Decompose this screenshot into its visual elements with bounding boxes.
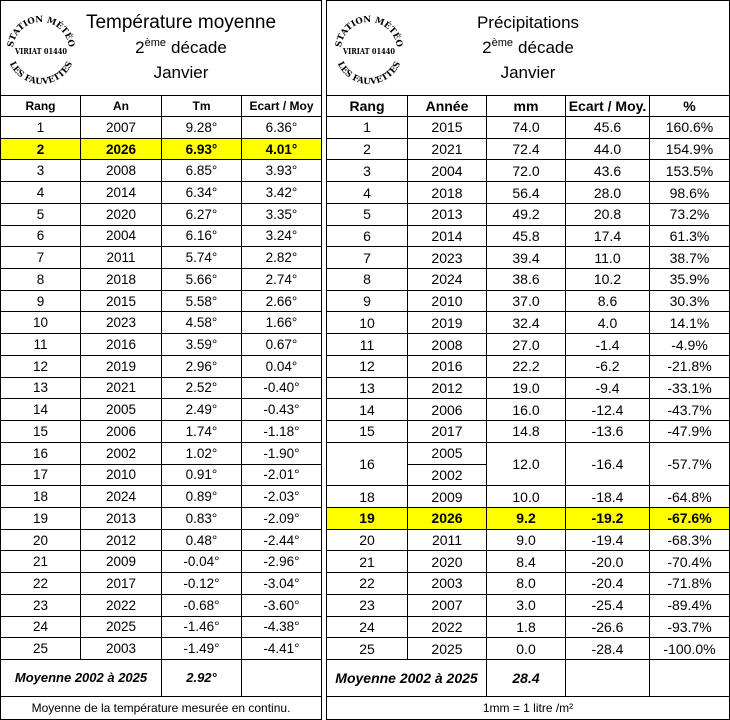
deviation-cell: 2.74° [242,269,322,291]
rank-cell: 4 [1,182,81,204]
deviation-cell: -4.41° [242,638,322,660]
deviation-cell: 20.8 [566,204,650,226]
percent-cell: -33.1% [650,378,730,400]
deviation-cell: -26.6 [566,617,650,639]
year-cell: 2019 [81,356,162,378]
rank-cell: 2 [327,139,408,161]
empty-cell [650,660,730,697]
rank-cell: 6 [1,226,81,248]
rank-cell: 22 [1,573,81,595]
year-cell: 2014 [81,182,162,204]
deviation-cell: 3.42° [242,182,322,204]
percent-cell: -100.0% [650,638,730,660]
column-header-deviation: Ecart / Moy [242,96,322,117]
mean-temperature-cell: 6.16° [162,226,242,248]
percent-cell: -89.4% [650,595,730,617]
percent-cell: -93.7% [650,617,730,639]
year-cell: 2005 [408,443,487,465]
year-cell: 2016 [81,334,162,356]
year-cell: 2002 [81,443,162,465]
mean-temperature-cell: -1.46° [162,617,242,639]
precipitation-cell: 9.2 [487,508,566,530]
deviation-cell: 28.0 [566,182,650,204]
year-cell: 2007 [408,595,487,617]
column-header-rank: Rang [1,96,81,117]
logo-top-text: STATION MÉTÉO [334,14,404,49]
rank-cell: 16 [1,443,81,465]
rank-cell: 6 [327,226,408,248]
year-cell: 2006 [81,421,162,443]
deviation-cell: 44.0 [566,139,650,161]
year-cell: 2012 [81,530,162,552]
precipitation-header [327,1,730,96]
mean-temperature-cell: -0.68° [162,595,242,617]
deviation-cell: -1.18° [242,421,322,443]
deviation-cell: -2.01° [242,465,322,487]
rank-cell: 23 [1,595,81,617]
rank-cell: 25 [327,638,408,660]
mean-temperature-cell: 2.49° [162,399,242,421]
rank-cell: 1 [1,117,81,139]
rank-cell: 24 [1,617,81,639]
rank-cell: 14 [327,399,408,421]
column-header-mean-temperature: Tm [162,96,242,117]
deviation-cell: 3.35° [242,204,322,226]
year-cell: 2005 [81,399,162,421]
mean-temperature-cell: 0.91° [162,465,242,487]
deviation-cell: 6.36° [242,117,322,139]
precipitation-cell: 8.0 [487,573,566,595]
deviation-cell: -2.44° [242,530,322,552]
average-value: 2.92° [162,660,242,697]
precipitation-cell: 38.6 [487,269,566,291]
average-label: Moyenne 2002 à 2025 [1,660,162,697]
percent-cell: 154.9% [650,139,730,161]
year-cell: 2004 [408,160,487,182]
deviation-cell: -16.4 [566,443,650,486]
rank-cell: 20 [1,530,81,552]
year-cell: 2026 [81,139,162,161]
year-cell: 2026 [408,508,487,530]
percent-cell: -43.7% [650,399,730,421]
logo-middle-text: VIRIAT 01440 [14,46,68,56]
footnote: Moyenne de la température mesurée en continu. [1,697,322,720]
logo-bottom-text: LES FAUVETTES [334,60,404,88]
precipitation-cell: 72.0 [487,160,566,182]
precipitation-cell: 12.0 [487,443,566,486]
percent-cell: -67.6% [650,508,730,530]
precipitation-cell: 3.0 [487,595,566,617]
year-cell: 2018 [408,182,487,204]
rank-cell: 9 [1,291,81,313]
year-cell: 2008 [81,160,162,182]
precipitation-cell: 72.4 [487,139,566,161]
rank-cell: 15 [1,421,81,443]
decade-number: 2 [482,38,492,57]
rank-cell: 15 [327,421,408,443]
deviation-cell: 11.0 [566,247,650,269]
year-cell: 2019 [408,312,487,334]
year-cell: 2023 [408,247,487,269]
precipitation-cell: 32.4 [487,312,566,334]
rank-cell: 1 [327,117,408,139]
rank-cell: 13 [1,378,81,400]
title-month: Janvier [153,63,209,82]
column-header-year: Année [408,96,487,117]
rank-cell: 2 [1,139,81,161]
year-cell: 2023 [81,312,162,334]
precipitation-cell: 0.0 [487,638,566,660]
deviation-cell: -20.0 [566,551,650,573]
deviation-cell: -12.4 [566,399,650,421]
deviation-cell: -0.40° [242,378,322,400]
rank-cell: 11 [1,334,81,356]
deviation-cell: 45.6 [566,117,650,139]
decade-word: décade [171,38,227,57]
precipitation-cell: 16.0 [487,399,566,421]
mean-temperature-cell: 5.58° [162,291,242,313]
precipitation-cell: 8.4 [487,551,566,573]
year-cell: 2008 [408,334,487,356]
mean-temperature-cell: -1.49° [162,638,242,660]
mean-temperature-cell: -0.12° [162,573,242,595]
empty-cell [242,660,322,697]
deviation-cell: 43.6 [566,160,650,182]
mean-temperature-cell: 6.85° [162,160,242,182]
year-cell: 2007 [81,117,162,139]
deviation-cell: -19.4 [566,530,650,552]
deviation-cell: 4.0 [566,312,650,334]
percent-cell: 30.3% [650,291,730,313]
percent-cell: 38.7% [650,247,730,269]
rank-cell: 17 [1,465,81,487]
year-cell: 2024 [408,269,487,291]
rank-cell: 12 [327,356,408,378]
year-cell: 2011 [408,530,487,552]
deviation-cell: 17.4 [566,226,650,248]
percent-cell: -4.9% [650,334,730,356]
mean-temperature-cell: 5.66° [162,269,242,291]
deviation-cell: -1.90° [242,443,322,465]
title-decade [327,35,729,60]
precipitation-cell: 27.0 [487,334,566,356]
rank-cell: 18 [1,486,81,508]
year-cell: 2022 [408,617,487,639]
precipitation-cell: 45.8 [487,226,566,248]
precipitation-cell: 56.4 [487,182,566,204]
rank-cell: 12 [1,356,81,378]
deviation-cell: -4.38° [242,617,322,639]
year-cell: 2004 [81,226,162,248]
rank-cell: 21 [327,551,408,573]
title-main: Température moyenne [85,12,277,33]
precipitation-cell: 74.0 [487,117,566,139]
column-header-rank: Rang [327,96,408,117]
year-cell: 2010 [408,291,487,313]
percent-cell: 98.6% [650,182,730,204]
rank-cell: 10 [1,312,81,334]
precipitation-cell: 37.0 [487,291,566,313]
mean-temperature-cell: 2.96° [162,356,242,378]
precipitation-cell: 19.0 [487,378,566,400]
year-cell: 2010 [81,465,162,487]
year-cell: 2003 [408,573,487,595]
deviation-cell: -9.4 [566,378,650,400]
year-cell: 2003 [81,638,162,660]
precipitation-cell: 22.2 [487,356,566,378]
deviation-cell: -25.4 [566,595,650,617]
rank-cell: 18 [327,486,408,508]
title-main: Précipitations [476,13,580,32]
rank-cell: 4 [327,182,408,204]
percent-cell: -21.8% [650,356,730,378]
rank-cell: 3 [1,160,81,182]
deviation-cell: -2.96° [242,551,322,573]
deviation-cell: 2.66° [242,291,322,313]
rank-cell: 8 [1,269,81,291]
title-decade [41,35,321,60]
deviation-cell: 0.67° [242,334,322,356]
mean-temperature-cell: 9.28° [162,117,242,139]
deviation-cell: 3.24° [242,226,322,248]
deviation-cell: -28.4 [566,638,650,660]
average-label: Moyenne 2002 à 2025 [327,660,487,697]
rank-cell: 7 [1,247,81,269]
rank-cell: 22 [327,573,408,595]
rank-cell: 23 [327,595,408,617]
year-cell: 2020 [81,204,162,226]
logo-bottom-text: LES FAUVETTES [6,60,76,88]
percent-cell: -64.8% [650,486,730,508]
precipitation-cell: 14.8 [487,421,566,443]
deviation-cell: -13.6 [566,421,650,443]
year-cell: 2025 [81,617,162,639]
percent-cell: 14.1% [650,312,730,334]
deviation-cell: 0.04° [242,356,322,378]
deviation-cell: -3.60° [242,595,322,617]
deviation-cell: 1.66° [242,312,322,334]
table-title [41,10,321,85]
year-cell: 2015 [408,117,487,139]
percent-cell: -70.4% [650,551,730,573]
deviation-cell: -3.04° [242,573,322,595]
temperature-table [0,0,322,720]
year-cell: 2025 [408,638,487,660]
rank-cell: 11 [327,334,408,356]
rank-cell: 7 [327,247,408,269]
mean-temperature-cell: 3.59° [162,334,242,356]
rank-cell: 5 [327,204,408,226]
precipitation-cell: 49.2 [487,204,566,226]
percent-cell: -71.8% [650,573,730,595]
mean-temperature-cell: 6.27° [162,204,242,226]
deviation-cell: 8.6 [566,291,650,313]
deviation-cell: -1.4 [566,334,650,356]
empty-cell [566,660,650,697]
year-cell: 2016 [408,356,487,378]
year-cell: 2024 [81,486,162,508]
average-value: 28.4 [487,660,566,697]
year-cell: 2018 [81,269,162,291]
deviation-cell: -18.4 [566,486,650,508]
mean-temperature-cell: -0.04° [162,551,242,573]
year-cell: 2002 [408,465,487,487]
mean-temperature-cell: 0.83° [162,508,242,530]
year-cell: 2014 [408,226,487,248]
year-cell: 2015 [81,291,162,313]
column-header-percent: % [650,96,730,117]
mean-temperature-cell: 6.93° [162,139,242,161]
rank-cell: 25 [1,638,81,660]
footnote: 1mm = 1 litre /m² [327,697,730,720]
rank-cell: 3 [327,160,408,182]
year-cell: 2017 [408,421,487,443]
precipitation-table [326,0,730,720]
percent-cell: 160.6% [650,117,730,139]
year-cell: 2021 [81,378,162,400]
deviation-cell: -0.43° [242,399,322,421]
rank-cell: 21 [1,551,81,573]
deviation-cell: -20.4 [566,573,650,595]
column-header-millimetres: mm [487,96,566,117]
table-title [327,10,729,88]
year-cell: 2020 [408,551,487,573]
title-month: Janvier [500,63,556,82]
year-cell: 2017 [81,573,162,595]
percent-cell: 153.5% [650,160,730,182]
decade-suffix: ème [144,37,167,49]
deviation-cell: -2.09° [242,508,322,530]
year-cell: 2009 [408,486,487,508]
rank-cell: 13 [327,378,408,400]
percent-cell: 35.9% [650,269,730,291]
precipitation-cell: 39.4 [487,247,566,269]
deviation-cell: 4.01° [242,139,322,161]
precipitation-cell: 9.0 [487,530,566,552]
year-cell: 2022 [81,595,162,617]
column-header-year: An [81,96,162,117]
year-cell: 2011 [81,247,162,269]
rank-cell: 14 [1,399,81,421]
year-cell: 2012 [408,378,487,400]
year-cell: 2013 [408,204,487,226]
percent-cell: -47.9% [650,421,730,443]
temperature-header [1,1,322,96]
precipitation-cell: 10.0 [487,486,566,508]
percent-cell: 73.2% [650,204,730,226]
rank-cell: 5 [1,204,81,226]
rank-cell: 19 [327,508,408,530]
mean-temperature-cell: 0.48° [162,530,242,552]
mean-temperature-cell: 0.89° [162,486,242,508]
rank-cell: 8 [327,269,408,291]
rank-cell: 20 [327,530,408,552]
mean-temperature-cell: 5.74° [162,247,242,269]
rank-cell: 19 [1,508,81,530]
mean-temperature-cell: 6.34° [162,182,242,204]
percent-cell: -68.3% [650,530,730,552]
deviation-cell: -6.2 [566,356,650,378]
mean-temperature-cell: 1.02° [162,443,242,465]
deviation-cell: 3.93° [242,160,322,182]
column-header-deviation: Ecart / Moy. [566,96,650,117]
logo-top-text: STATION MÉTÉO [6,14,76,49]
logo-middle-text: VIRIAT 01440 [342,46,396,56]
decade-suffix: ème [491,37,514,49]
mean-temperature-cell: 4.58° [162,312,242,334]
deviation-cell: 10.2 [566,269,650,291]
mean-temperature-cell: 1.74° [162,421,242,443]
decade-word: décade [518,38,574,57]
rank-cell: 16 [327,443,408,486]
precipitation-cell: 1.8 [487,617,566,639]
percent-cell: -57.7% [650,443,730,486]
decade-number: 2 [135,38,145,57]
year-cell: 2006 [408,399,487,421]
deviation-cell: 2.82° [242,247,322,269]
rank-cell: 10 [327,312,408,334]
rank-cell: 9 [327,291,408,313]
deviation-cell: -2.03° [242,486,322,508]
rank-cell: 24 [327,617,408,639]
year-cell: 2009 [81,551,162,573]
year-cell: 2013 [81,508,162,530]
mean-temperature-cell: 2.52° [162,378,242,400]
year-cell: 2021 [408,139,487,161]
percent-cell: 61.3% [650,226,730,248]
deviation-cell: -19.2 [566,508,650,530]
